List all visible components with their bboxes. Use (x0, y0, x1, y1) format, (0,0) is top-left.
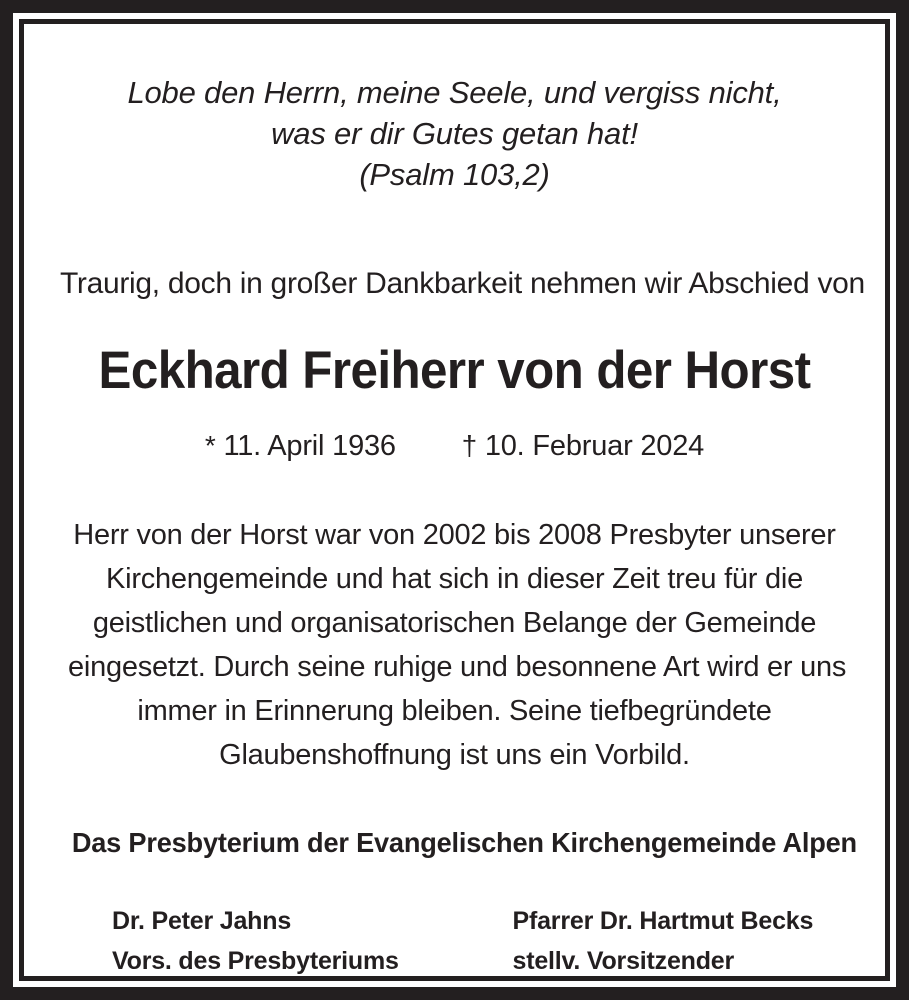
birth-symbol-icon: * (204, 430, 216, 461)
signatory-left-name: Dr. Peter Jahns (112, 907, 292, 935)
signatory-right (449, 901, 850, 981)
deceased-name: Eckhard Freiherr von der Horst (98, 341, 811, 400)
signatory-right-name: Pfarrer Dr. Hartmut Becks (512, 907, 814, 935)
tribute-line-3: geistlichen und organisatorischen Belange der Gemeinde (92, 607, 817, 639)
tribute-line-1: Herr von der Horst war von 2002 bis 2008 Presbyter unserer (73, 519, 836, 551)
notice-content (24, 24, 885, 976)
epigraph-source-reference: (Psalm 103,2) (359, 157, 550, 192)
signatory-left (112, 901, 449, 981)
tribute-line-2: Kirchengemeinde und hat sich in dieser Zeit treu für die (106, 563, 803, 595)
epigraph-verse-line-1: Lobe den Herrn, meine Seele, und vergiss nicht, (127, 75, 782, 110)
life-dates (60, 429, 849, 463)
epigraph-verse-line-2: was er dir Gutes getan hat! (271, 116, 638, 151)
signatory-right-role: stellv. Vorsitzender (512, 947, 735, 975)
birth-date: 11. April 1936 (223, 430, 396, 462)
signature-block (60, 901, 849, 981)
organisation-name: Das Presbyterium der Evangelischen Kirchengemeinde Alpen (71, 827, 857, 858)
death-date: 10. Februar 2024 (484, 430, 705, 462)
tribute-line-5: immer in Erinnerung bleiben. Seine tiefbegründete (137, 695, 772, 727)
death-symbol-icon: † (461, 430, 477, 461)
tribute-line-4: eingesetzt. Durch seine ruhige und besonnene Art wird er uns (68, 651, 847, 683)
epigraph-quote (60, 72, 849, 195)
tribute-paragraph (60, 513, 849, 777)
intro-line: Traurig, doch in großer Dankbarkeit nehmen wir Abschied von (60, 267, 865, 300)
signatory-left-role: Vors. des Presbyteriums (112, 947, 399, 975)
tribute-line-6: Glaubenshoffnung ist uns ein Vorbild. (219, 739, 690, 771)
